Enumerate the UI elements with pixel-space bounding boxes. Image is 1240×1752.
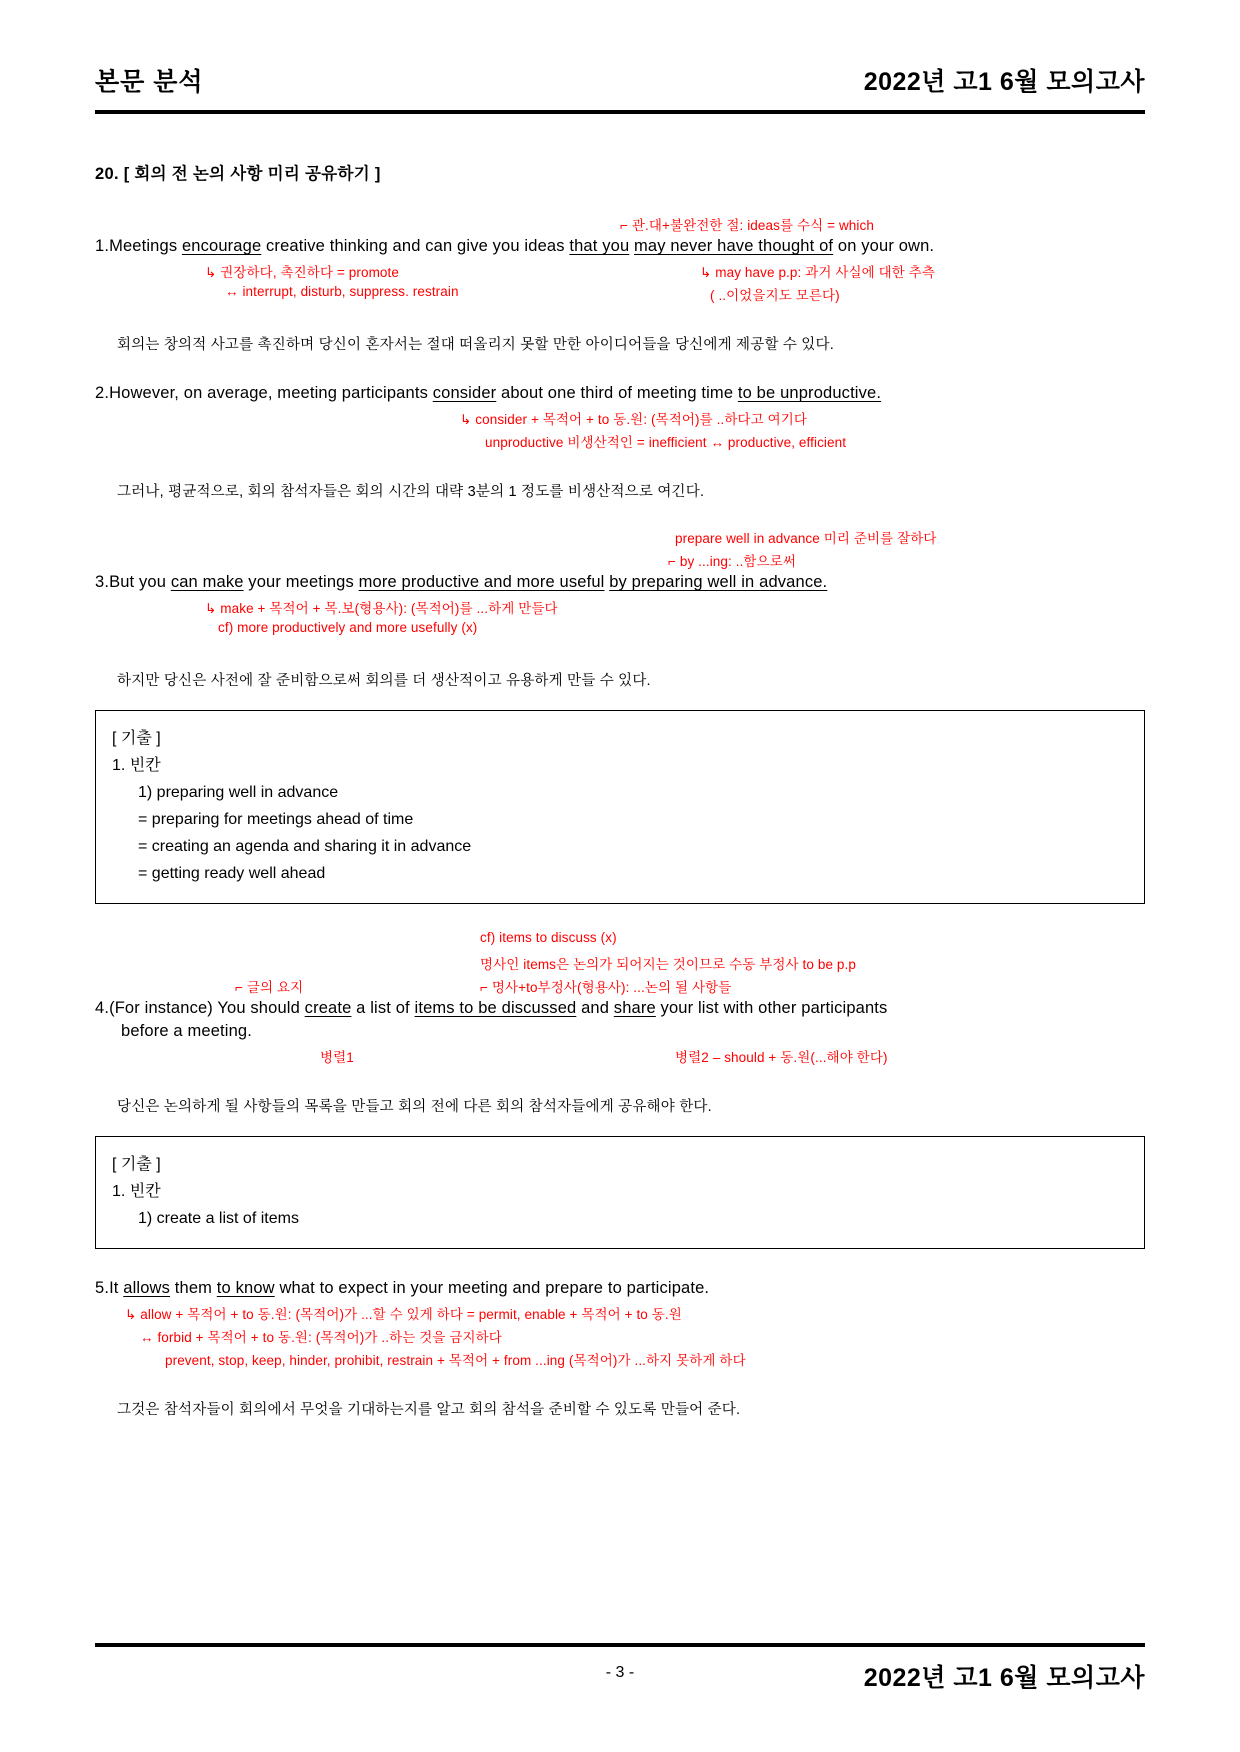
sentence-3-note-above-group — [95, 527, 1145, 573]
underlined-phrase: allows — [123, 1279, 171, 1297]
underlined-phrase: share — [613, 999, 656, 1017]
footer-divider — [95, 1643, 1145, 1647]
sentence-2-translation: 그러나, 평균적으로, 회의 참석자들은 회의 시간의 대략 3분의 1 정도를 비생산적으로 여긴다. — [117, 484, 705, 500]
underlined-phrase: to be unproductive. — [737, 384, 882, 402]
plain-phrase: creative thinking and can give you ideas — [261, 237, 570, 255]
underlined-phrase: can make — [170, 573, 244, 591]
sentence-4-note-above-3: ⌐ 명사+to부정사(형용사): ...논의 될 사항들 — [480, 980, 732, 995]
sentence-5-note-below-0: ↳ allow + 목적어 + to 동.원: (목적어)가 ...할 수 있게 하다 = permit, enable + 목적어 + to 동.원 — [125, 1307, 682, 1322]
sentence-1-note-below-0: ↳ 권장하다, 촉진하다 = promote — [205, 265, 400, 280]
header-left-title: 본문 분석 — [95, 68, 204, 96]
sentence-3-note-below-0: ↳ make + 목적어 + 목.보(형용사): (목적어)를 ...하게 만들다 — [205, 601, 558, 616]
sentence-4-translation: 당신은 논의하게 될 사항들의 목록을 만들고 회의 전에 다른 회의 참석자들에게 공유해야 한다. — [117, 1099, 712, 1115]
underlined-phrase: create — [304, 999, 352, 1017]
sentence-1-note-above-group — [95, 214, 1145, 237]
plain-phrase: Meetings — [109, 237, 182, 255]
underlined-phrase: more productive and more useful — [358, 573, 605, 591]
plain-phrase: It — [109, 1279, 124, 1297]
box-line: = getting ready well ahead — [138, 865, 326, 882]
sentence-2-note-below-group — [95, 408, 1145, 454]
page-header — [95, 0, 1145, 98]
plain-phrase: a list of — [351, 999, 415, 1017]
sentence-1-note-below-group — [95, 261, 1145, 307]
sentence-4-note-below-1: 병렬2 – should + 동.원(...해야 한다) — [675, 1050, 888, 1065]
sentence-3-note-above-0: prepare well in advance 미리 준비를 잘하다 — [675, 531, 937, 546]
page-footer — [95, 1650, 1145, 1704]
header-right-title: 2022년 고1 6월 모의고사 — [863, 68, 1145, 96]
sentence-4-note-above-1: 명사인 items은 논의가 되어지는 것이므로 수동 부정사 to be p.p — [480, 957, 856, 972]
box-line: 1) preparing well in advance — [138, 784, 339, 801]
underlined-phrase: may never have thought of — [634, 237, 834, 255]
sentence-2-note-below-0: ↳ consider + 목적어 + to 동.원: (목적어)를 ..하다고 여기다 — [460, 412, 808, 427]
sentence-2-english — [95, 384, 1145, 403]
underlined-phrase: items to be discussed — [414, 999, 577, 1017]
sentence-1-number: 1. — [95, 237, 110, 255]
sentence-4-note-above-2: ⌐ 글의 요지 — [235, 980, 304, 995]
plain-phrase: about one third of meeting time — [496, 384, 738, 402]
sentence-5-note-below-1: ↔ forbid + 목적어 + to 동.원: (목적어)가 ..하는 것을 금지하다 — [140, 1330, 502, 1345]
plain-phrase: on your own. — [833, 237, 935, 255]
sentence-4-note-above-group — [95, 930, 1145, 999]
sentence-5-number: 5. — [95, 1279, 110, 1297]
underlined-phrase: to know — [216, 1279, 275, 1297]
plain-phrase: and — [576, 999, 614, 1017]
sentence-4-english — [95, 999, 1145, 1018]
sentence-5-note-below-2: prevent, stop, keep, hinder, prohibit, restrain + 목적어 + from ...ing (목적어)가 ...하지 못하게 하다 — [165, 1353, 746, 1368]
plain-phrase: (For instance) You should — [109, 999, 305, 1017]
box-line: 1. 빈칸 — [112, 1183, 161, 1200]
footer-right-title: 2022년 고1 6월 모의고사 — [863, 1664, 1145, 1692]
plain-phrase: However, on average, meeting participants — [109, 384, 433, 402]
sentence-3-english — [95, 573, 1145, 592]
question-title-text: [ 회의 전 논의 사항 미리 공유하기 ] — [123, 165, 381, 183]
sentence-4-note-above-0: cf) items to discuss (x) — [480, 930, 617, 945]
sentence-5-note-below-group — [95, 1303, 1145, 1372]
sentence-3-number: 3. — [95, 573, 110, 591]
underlined-phrase: by preparing well in advance. — [609, 573, 828, 591]
sentence-5-translation: 그것은 참석자들이 회의에서 무엇을 기대하는지를 알고 회의 참석을 준비할 수 있도록 만들어 준다. — [117, 1402, 741, 1418]
underlined-phrase: that you — [569, 237, 630, 255]
underlined-phrase: consider — [432, 384, 497, 402]
underlined-phrase: encourage — [181, 237, 262, 255]
gichul-box-box2 — [95, 1136, 1145, 1249]
box-line: [ 기출 ] — [112, 1156, 161, 1173]
question-number: 20. — [95, 165, 119, 183]
box-line: 1) create a list of items — [138, 1210, 299, 1227]
sentence-2-note-below-1: unproductive 비생산적인 = inefficient ↔ productive, efficient — [485, 435, 847, 450]
sentence-1-translation: 회의는 창의적 사고를 촉진하며 당신이 혼자서는 절대 떠올리지 못할 만한 아이디어들을 당신에게 제공할 수 있다. — [117, 337, 834, 353]
sentence-4-number: 4. — [95, 999, 110, 1017]
sentence-3-note-below-1: cf) more productively and more usefully (x) — [218, 620, 478, 635]
sentence-1-note-below-3: ( ..이었을지도 모른다) — [710, 288, 840, 303]
sentence-3-note-below-group — [95, 597, 1145, 643]
sentence-3-note-above-1: ⌐ by ...ing: ..함으로써 — [668, 554, 796, 569]
plain-phrase: what to expect in your meeting and prepare to participate. — [274, 1279, 710, 1297]
sentence-4-note-below-0: 병렬1 — [320, 1050, 354, 1065]
plain-phrase: your list with other participants — [655, 999, 888, 1017]
plain-phrase: But you — [109, 573, 171, 591]
worksheet-body — [95, 214, 1145, 1419]
sentence-1-note-below-2: ↳ may have p.p: 과거 사실에 대한 추측 — [700, 265, 936, 280]
box-line: [ 기출 ] — [112, 730, 161, 747]
header-divider — [95, 110, 1145, 114]
sentence-1-english — [95, 237, 1145, 256]
sentence-4-english-line2: before a meeting. — [121, 1022, 252, 1040]
footer-page-number: - 3 - — [605, 1664, 635, 1681]
sentence-4-note-below-group — [95, 1046, 1145, 1069]
sentence-1-note-below-1: ↔ interrupt, disturb, suppress. restrain — [225, 284, 459, 299]
box-line: = creating an agenda and sharing it in advance — [138, 838, 472, 855]
question-title — [95, 160, 1145, 184]
sentence-2-number: 2. — [95, 384, 110, 402]
plain-phrase: your meetings — [243, 573, 359, 591]
sentence-1-note-above-0: ⌐ 관.대+불완전한 절: ideas를 수식 = which — [620, 218, 874, 233]
sentence-5-english — [95, 1279, 1145, 1298]
gichul-box-box1 — [95, 710, 1145, 904]
box-line: 1. 빈칸 — [112, 757, 161, 774]
plain-phrase: them — [170, 1279, 217, 1297]
sentence-3-translation: 하지만 당신은 사전에 잘 준비함으로써 회의를 더 생산적이고 유용하게 만들 수 있다. — [117, 673, 651, 689]
box-line: = preparing for meetings ahead of time — [138, 811, 414, 828]
